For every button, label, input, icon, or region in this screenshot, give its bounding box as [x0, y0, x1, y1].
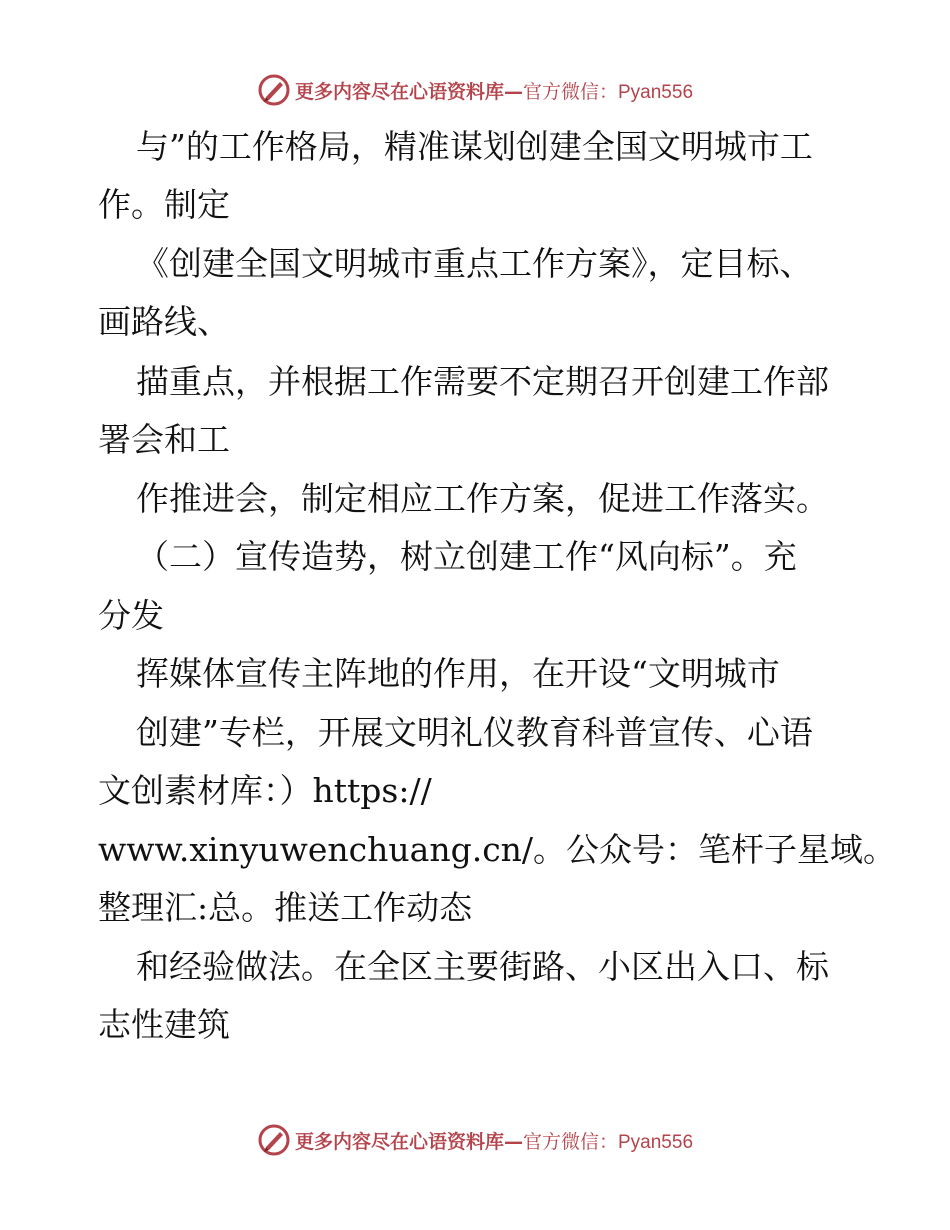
- body-line: （二）宣传造势，树立创建工作“风向标”。充: [136, 537, 797, 576]
- footer-watermark: [0, 1120, 950, 1160]
- body-line: 和经验做法。在全区主要街路、小区出入口、标: [136, 947, 829, 986]
- body-line: 挥媒体宣传主阵地的作用，在开设“文明城市: [136, 654, 780, 693]
- body-line: www.xinyuwenchuang.cn/。公众号：笔杆子星域。: [98, 830, 897, 869]
- body-line: 整理汇:总。推送工作动态: [98, 888, 473, 927]
- watermark-text: 更多内容尽在心语资料库—: [294, 80, 523, 103]
- body-line: 作。制定: [98, 185, 230, 224]
- body-line: 与”的工作格局，精准谋划创建全国文明城市工: [136, 127, 813, 166]
- body-line: 文创素材库：）https://: [98, 771, 432, 810]
- body-line: 创建”专栏，开展文明礼仪教育科普宣传、心语: [136, 713, 813, 752]
- body-line: 《创建全国文明城市重点工作方案》，定目标、: [136, 244, 813, 283]
- body-line: 分发: [98, 596, 164, 635]
- watermark-wechat: 官方微信：Pyan556: [523, 1131, 694, 1153]
- body-line: 描重点，并根据工作需要不定期召开创建工作部: [136, 362, 829, 401]
- body-line: 作推进会，制定相应工作方案，促进工作落实。: [136, 479, 829, 518]
- body-line: 署会和工: [98, 420, 230, 459]
- pen-logo-icon: [257, 1123, 291, 1157]
- watermark-text: 更多内容尽在心语资料库—: [294, 1130, 523, 1153]
- body-line: 画路线、: [98, 302, 230, 341]
- body-line: 志性建筑: [98, 1005, 230, 1044]
- watermark-wechat: 官方微信：Pyan556: [523, 81, 694, 103]
